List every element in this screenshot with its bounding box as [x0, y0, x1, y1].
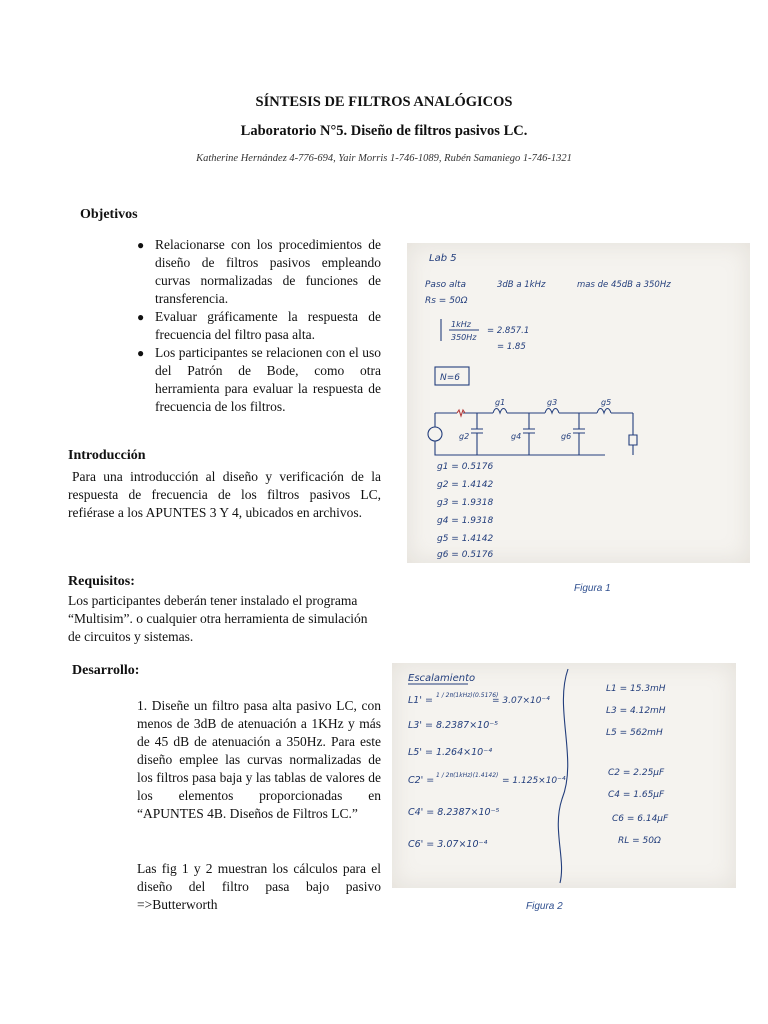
bullet-icon: ● — [137, 238, 145, 252]
figura-2-caption: Figura 2 — [526, 901, 563, 912]
svg-text:C2 = 2.25μF: C2 = 2.25μF — [608, 768, 665, 778]
desarrollo-heading: Desarrollo: — [72, 663, 140, 678]
page-title: SÍNTESIS DE FILTROS ANALÓGICOS — [255, 94, 513, 110]
svg-text:L1 = 15.3mH: L1 = 15.3mH — [606, 684, 666, 694]
figura-1-caption: Figura 1 — [574, 583, 611, 594]
svg-text:g6: g6 — [561, 432, 572, 441]
svg-text:g2 = 1.4142: g2 = 1.4142 — [437, 480, 494, 490]
source-icon — [428, 427, 442, 441]
svg-text:1 / 2π(1kHz)(1.4142): 1 / 2π(1kHz)(1.4142) — [436, 772, 499, 779]
svg-text:C4' = 8.2387×10⁻⁵: C4' = 8.2387×10⁻⁵ — [408, 807, 500, 818]
svg-text:g6 = 0.5176: g6 = 0.5176 — [437, 550, 494, 560]
svg-text:mas de 45dB a 350Hz: mas de 45dB a 350Hz — [577, 280, 671, 290]
desarrollo-item-2: Las fig 1 y 2 muestran los cálculos para el diseño del filtro pasa bajo pasivo =>Butterworth — [137, 861, 381, 912]
figura-1-image — [407, 243, 750, 563]
objetivo-item: ● Relacionarse con los procedimientos de diseño de filtros pasivos empleando curvas normalizadas de funciones de transferencia. — [137, 237, 381, 306]
figura-2-sketch — [392, 663, 736, 888]
objetivos-heading: Objetivos — [80, 207, 138, 222]
requisitos-text: Los participantes deberán tener instalado el programa “Multisim”. o cualquier otra herramienta de simulación de circuitos y sistemas. — [68, 593, 368, 644]
svg-text:1 / 2π(1kHz)(0.5176): 1 / 2π(1kHz)(0.5176) — [436, 692, 499, 699]
introduccion-heading: Introducción — [68, 448, 146, 463]
svg-text:L5 = 562mH: L5 = 562mH — [606, 728, 663, 738]
introduccion-text: Para una introducción al diseño y verificación de la respuesta de frecuencia de los filtros pasivos LC, refiérase a los APUNTES 3 Y 4, ubicados en archivos. — [68, 469, 381, 520]
svg-text:C6 = 6.14μF: C6 = 6.14μF — [612, 814, 669, 824]
svg-text:N=6: N=6 — [440, 373, 460, 383]
figura-1-sketch — [407, 243, 750, 563]
svg-text:g4 = 1.9318: g4 = 1.9318 — [437, 516, 494, 526]
figura-2-image — [392, 663, 736, 888]
svg-text:g5: g5 — [601, 398, 612, 407]
svg-text:= 3.07×10⁻⁴: = 3.07×10⁻⁴ — [492, 696, 550, 706]
svg-text:g3 = 1.9318: g3 = 1.9318 — [437, 498, 494, 508]
bullet-icon: ● — [137, 310, 145, 324]
objetivos-list — [137, 236, 381, 416]
objetivo-item: ● Los participantes se relacionen con el uso del Patrón de Bode, como otra herramienta para evaluar la respuesta de frecuencia de los filtros. — [137, 345, 381, 414]
svg-text:= 1.85: = 1.85 — [497, 342, 526, 352]
inductors — [493, 409, 611, 414]
capacitors-load — [471, 413, 637, 455]
svg-text:g5 = 1.4142: g5 = 1.4142 — [437, 534, 494, 544]
desarrollo-item-1: 1. Diseñe un filtro pasa alta pasivo LC, con menos de 3dB de atenuación a 1KHz y más de 45 dB de atenuación a 350Hz. Para este diseño emplee las curvas normalizadas de los filtros pasa baja y las tablas de valores de los elementos proporcionadas en “APUNTES 4B. Diseños de Filtros LC.” — [137, 698, 381, 821]
svg-text:C6' = 3.07×10⁻⁴: C6' = 3.07×10⁻⁴ — [408, 839, 488, 850]
svg-text:g4: g4 — [511, 432, 522, 441]
requisitos-heading: Requisitos: — [68, 574, 135, 589]
svg-text:L1' =: L1' = — [408, 695, 433, 706]
svg-text:C4 = 1.65μF: C4 = 1.65μF — [608, 790, 665, 800]
page-subtitle: Laboratorio N°5. Diseño de filtros pasivos LC. — [240, 123, 528, 139]
svg-text:L5' = 1.264×10⁻⁴: L5' = 1.264×10⁻⁴ — [408, 747, 493, 758]
svg-text:Rs = 50Ω: Rs = 50Ω — [425, 296, 468, 306]
svg-text:C2' =: C2' = — [408, 775, 435, 786]
bullet-icon: ● — [137, 346, 145, 360]
svg-text:= 1.125×10⁻⁴: = 1.125×10⁻⁴ — [502, 776, 566, 786]
svg-text:1kHz: 1kHz — [451, 320, 471, 329]
svg-text:Lab 5: Lab 5 — [429, 253, 457, 264]
svg-text:RL = 50Ω: RL = 50Ω — [618, 836, 661, 846]
svg-text:g2: g2 — [459, 432, 470, 441]
objetivo-item: ● Evaluar gráficamente la respuesta de frecuencia del filtro pasa alta. — [137, 309, 381, 342]
svg-text:g1: g1 — [495, 398, 506, 407]
svg-text:Paso alta: Paso alta — [425, 280, 467, 290]
svg-text:L3' = 8.2387×10⁻⁵: L3' = 8.2387×10⁻⁵ — [408, 720, 499, 731]
svg-text:3dB a 1kHz: 3dB a 1kHz — [497, 280, 546, 290]
svg-text:350Hz: 350Hz — [451, 333, 477, 342]
svg-text:g3: g3 — [547, 398, 558, 407]
authors-line: Katherine Hernández 4-776-694, Yair Morris 1-746-1089, Rubén Samaniego 1-746-1321 — [196, 153, 572, 164]
svg-text:Escalamiento: Escalamiento — [408, 673, 476, 684]
svg-text:L3 = 4.12mH: L3 = 4.12mH — [606, 706, 666, 716]
svg-text:g1 = 0.5176: g1 = 0.5176 — [437, 462, 494, 472]
svg-text:= 2.857.1: = 2.857.1 — [487, 326, 530, 336]
